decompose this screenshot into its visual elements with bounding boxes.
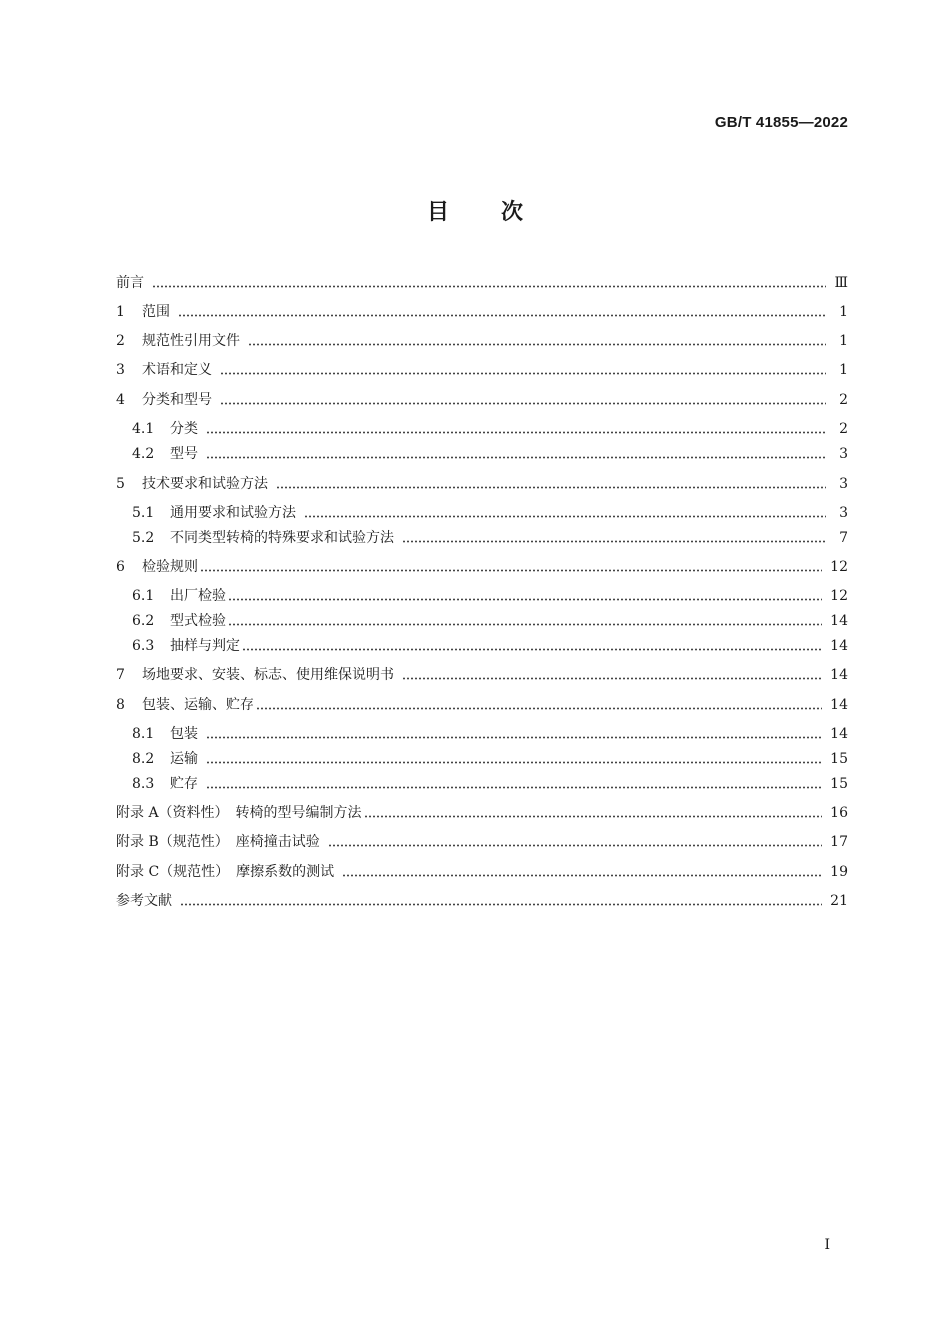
toc-entry[interactable] [132,746,848,772]
toc-entry[interactable] [116,270,848,296]
toc-entry-title: 运输 [170,751,198,767]
dot-leader [152,285,826,288]
dot-leader [242,648,822,651]
toc-entry-page: 15 [830,776,848,792]
toc-entry[interactable] [116,387,848,413]
toc-entry-page: 12 [830,588,848,604]
toc-entry[interactable] [132,608,848,634]
toc-entry-title: 技术要求和试验方法 [142,476,268,492]
standard-number: GB/T 41855—2022 [714,114,848,131]
toc-entry-title: 包装、运输、贮存 [142,697,254,713]
toc-entry[interactable] [116,357,848,383]
toc-entry-page: 14 [830,697,848,713]
toc-entry-page: 1 [839,362,848,378]
toc-entry[interactable] [116,692,848,718]
toc-entry-number: 4 [116,392,125,408]
toc-entry-page: Ⅲ [834,275,848,291]
toc-entry[interactable] [116,888,848,914]
toc-entry-number: 6 [116,559,125,575]
toc-entry-title: 抽样与判定 [170,638,240,654]
toc-entry-title: 术语和定义 [142,362,212,378]
toc-entry[interactable] [132,633,848,659]
dot-leader [276,486,826,489]
toc-entry-page: 16 [830,805,848,821]
toc-entry-number: 6.1 [132,588,155,604]
toc-entry-number: 7 [116,667,125,683]
dot-leader [178,314,826,317]
dot-leader [342,874,822,877]
toc-entry-title: 规范性引用文件 [142,333,240,349]
toc-entry[interactable] [116,299,848,325]
toc-entry[interactable] [116,471,848,497]
toc-entry-page: 1 [839,304,848,320]
toc-entry[interactable] [116,829,848,855]
toc-entry[interactable] [132,416,848,442]
toc-entry[interactable] [116,554,848,580]
toc-entry-number: 5.2 [132,530,155,546]
toc-entry-number: 4.2 [132,446,155,462]
dot-leader [206,761,822,764]
toc-entry[interactable] [132,500,848,526]
toc-entry-page: 21 [830,893,848,909]
toc-entry-title: 附录 C（规范性） 摩擦系数的测试 [116,864,335,880]
toc-entry-number: 8 [116,697,125,713]
dot-leader [328,844,822,847]
dot-leader [364,815,823,818]
page-number: I [824,1237,830,1253]
dot-leader [228,598,822,601]
dot-leader [220,402,826,405]
toc-entry-page: 12 [830,559,848,575]
toc-entry-page: 17 [830,834,848,850]
toc-entry-number: 5.1 [132,505,155,521]
toc-entry-page: 14 [830,726,848,742]
dot-leader [228,623,822,626]
toc-entry[interactable] [132,441,848,467]
toc-entry-number: 8.2 [132,751,155,767]
toc-entry-title: 附录 A（资料性） 转椅的型号编制方法 [116,805,362,821]
toc-entry-title: 型号 [170,446,198,462]
toc-entry[interactable] [116,328,848,354]
toc-entry-number: 2 [116,333,125,349]
toc-entry-number: 8.1 [132,726,155,742]
toc-entry-page: 19 [830,864,848,880]
dot-leader [248,343,826,346]
toc-entry-page: 14 [830,638,848,654]
toc-entry-title: 范围 [142,304,170,320]
toc-entry[interactable] [132,721,848,747]
toc-entry-page: 15 [830,751,848,767]
toc-entry-title: 检验规则 [142,559,198,575]
toc-entry-page: 3 [839,505,848,521]
toc-entry-title: 贮存 [170,776,198,792]
toc-entry-title: 场地要求、安装、标志、使用维保说明书 [142,667,394,683]
toc-entry-number: 5 [116,476,125,492]
dot-leader [206,456,826,459]
toc-entry-title: 参考文献 [116,893,172,909]
dot-leader [206,431,826,434]
toc-entry-page: 3 [839,446,848,462]
toc-entry[interactable] [116,800,848,826]
toc-entry-title: 附录 B（规范性） 座椅撞击试验 [116,834,320,850]
toc-entry-page: 7 [839,530,848,546]
toc-entry-title: 型式检验 [170,613,226,629]
toc-entry[interactable] [132,583,848,609]
toc-entry-page: 14 [830,613,848,629]
toc-entry-title: 通用要求和试验方法 [170,505,296,521]
toc-entry-number: 3 [116,362,125,378]
toc-entry-title: 不同类型转椅的特殊要求和试验方法 [170,530,394,546]
toc-entry-title: 分类 [170,421,198,437]
toc-entry[interactable] [132,771,848,797]
toc-entry-title: 分类和型号 [142,392,212,408]
toc-entry-page: 14 [830,667,848,683]
toc-entry-page: 3 [839,476,848,492]
dot-leader [180,903,822,906]
toc-entry[interactable] [132,525,848,551]
toc-entry-number: 8.3 [132,776,155,792]
toc-entry-number: 4.1 [132,421,155,437]
toc-entry-title: 出厂检验 [170,588,226,604]
toc-entry-title: 前言 [116,275,144,291]
dot-leader [206,786,822,789]
dot-leader [200,569,822,572]
page-title: 目次 [426,199,575,225]
dot-leader [402,540,826,543]
toc-entry-title: 包装 [170,726,198,742]
toc-entry-number: 1 [116,304,125,320]
toc-entry[interactable] [116,859,848,885]
toc-entry-page: 2 [839,421,848,437]
toc-entry-page: 2 [839,392,848,408]
toc-entry-number: 6.2 [132,613,155,629]
toc-entry[interactable] [116,662,848,688]
dot-leader [304,515,826,518]
dot-leader [402,677,822,680]
toc-entry-number: 6.3 [132,638,155,654]
toc-entry-page: 1 [839,333,848,349]
dot-leader [206,736,822,739]
dot-leader [256,707,822,710]
dot-leader [220,372,826,375]
